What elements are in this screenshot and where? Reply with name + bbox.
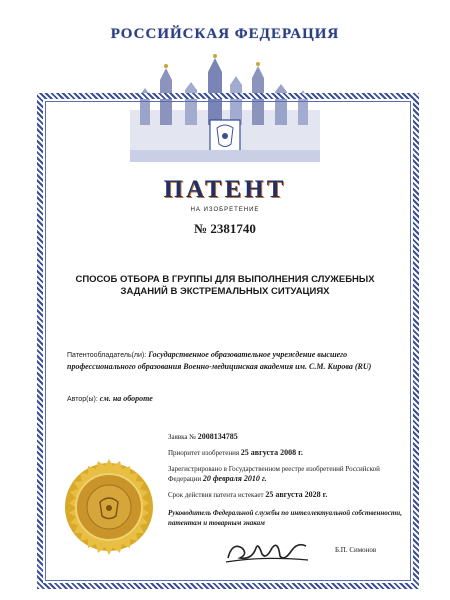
invention-name: СПОСОБ ОТБОРА В ГРУППЫ ДЛЯ ВЫПОЛНЕНИЯ СЛУЖЕБНЫХ ЗАДАНИЙ В ЭКСТРЕМАЛЬНЫХ СИТУАЦИЯХ bbox=[75, 274, 375, 297]
patent-subtitle: НА ИЗОБРЕТЕНИЕ bbox=[190, 207, 260, 213]
holder-value: Государственное образовательное учреждение высшего профессионального образования Военно-медицинская академия им. С.М. Кирова (RU) bbox=[67, 350, 372, 371]
validity-row bbox=[168, 490, 408, 500]
registration-block bbox=[168, 432, 408, 506]
signature-icon bbox=[222, 534, 312, 568]
application-number: 2008134785 bbox=[197, 432, 238, 441]
signatory-name: Б.П. Симонов bbox=[335, 546, 377, 554]
priority-row bbox=[168, 448, 408, 458]
patent-number: № 2381740 bbox=[194, 221, 256, 236]
registered-label: Зарегистрировано в Государственном реестре изобретений Российской Федерации bbox=[168, 465, 380, 483]
patent-holder bbox=[67, 349, 397, 372]
application-row bbox=[168, 432, 408, 442]
gold-seal-icon bbox=[60, 458, 158, 556]
priority-label: Приоритет изобретения bbox=[168, 449, 240, 457]
authors-value: см. на обороте bbox=[99, 394, 153, 403]
holder-label: Патентообладатель(ли): bbox=[67, 352, 147, 359]
application-label: Заявка № bbox=[168, 433, 196, 441]
head-of-service-title: Руководитель Федеральной службы по интеллектуальной собственности, патентам и товарным знакам bbox=[168, 509, 402, 527]
registered-row bbox=[168, 464, 408, 484]
validity-date: 25 августа 2028 г. bbox=[265, 490, 328, 499]
patent-title: ПАТЕНТ bbox=[163, 176, 287, 203]
patent-authors bbox=[67, 394, 153, 403]
registered-date: 20 февраля 2010 г. bbox=[202, 474, 267, 483]
priority-date: 25 августа 2008 г. bbox=[240, 448, 303, 457]
header-country: РОССИЙСКАЯ ФЕДЕРАЦИЯ bbox=[110, 26, 340, 42]
authors-label: Автор(ы): bbox=[67, 396, 98, 403]
validity-label: Срок действия патента истекает bbox=[168, 491, 264, 499]
